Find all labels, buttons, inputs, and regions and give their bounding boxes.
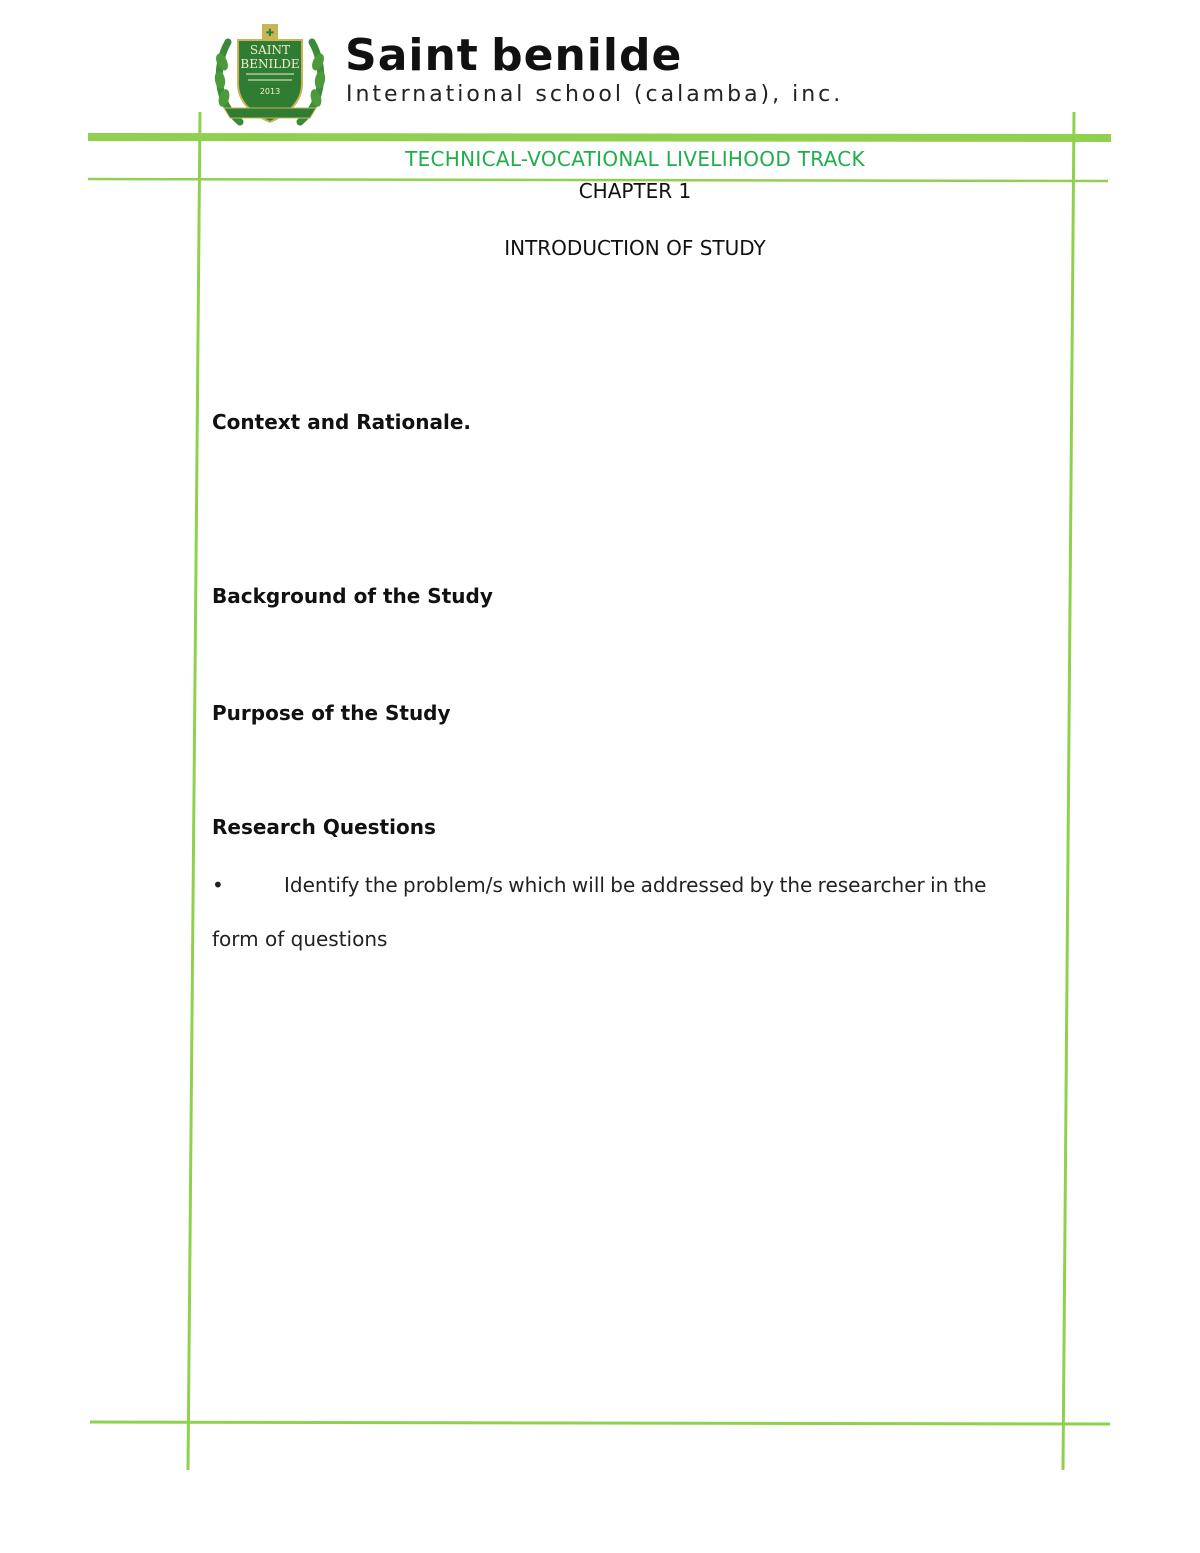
section-purpose: Purpose of the Study — [212, 701, 451, 725]
crest-year: 2013 — [259, 87, 281, 96]
crest-text-line2: BENILDE — [240, 57, 300, 71]
school-name: Saint benilde — [345, 30, 683, 81]
bullet-marker: • — [212, 873, 224, 897]
bullet-text-continuation: form of questions — [212, 927, 388, 951]
document-title: INTRODUCTION OF STUDY — [504, 236, 766, 260]
bullet-text: Identify the problem/s which will be addressed by the researcher in the — [284, 873, 987, 897]
section-context-rationale: Context and Rationale. — [212, 410, 472, 434]
track-title: TECHNICAL-VOCATIONAL LIVELIHOOD TRACK — [405, 147, 865, 171]
crest-text-line1: SAINT — [249, 43, 291, 57]
school-crest-icon — [210, 22, 330, 134]
school-subtitle: International school (calamba), inc. — [346, 82, 844, 107]
section-background: Background of the Study — [212, 584, 493, 608]
svg-text:✚: ✚ — [265, 28, 275, 39]
section-research-questions: Research Questions — [212, 815, 436, 839]
chapter-heading: CHAPTER 1 — [578, 179, 692, 203]
